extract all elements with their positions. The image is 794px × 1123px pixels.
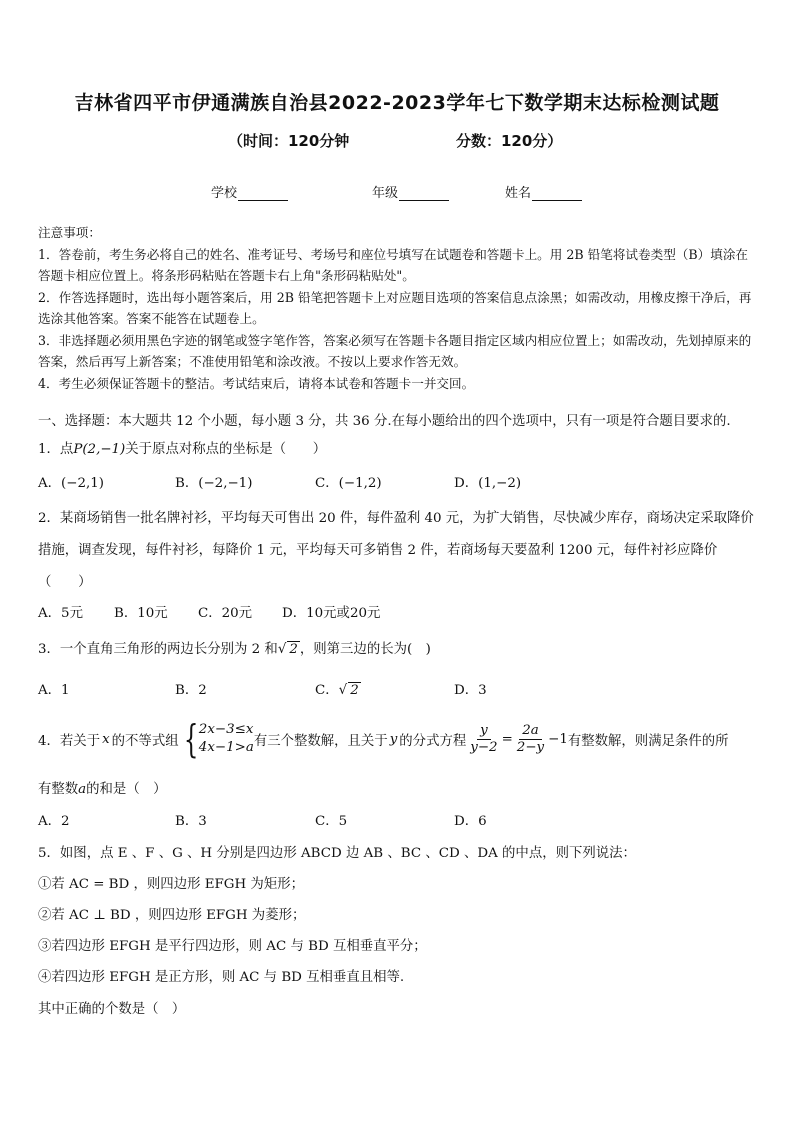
fraction-1-den: y−2 [470, 739, 498, 755]
q3-option-c-label: C． [315, 683, 339, 698]
exam-score: 分数：120分） [456, 132, 563, 150]
grade-field[interactable] [372, 182, 449, 201]
q1-option-b[interactable]: B．(−2,−1) [175, 476, 253, 491]
q4-option-a[interactable]: A．2 [38, 814, 70, 829]
q1-stem: 关于原点对称点的坐标是（ ） [125, 442, 327, 457]
note-item: 3．非选择题必须用黑色字迹的钢笔或签字笔作答，答案必须写在答题卡各题目指定区域内相应位置上；如需改动，先划掉原来的答案，然后再写上新答案；不准使用铅笔和涂改液。不按以上要求作答无效。 [38, 332, 752, 369]
question-2: 2．某商场销售一批名牌衬衫，平均每天可售出 20 件，每件盈利 40 元，为扩大销售，尽快减少库存，商场决定采取降价措施，调查发现，每件衬衫，每降价 1 元，平均每天可多销售 2 件，若商场每天要盈利 1200 元，每件衬衫应降价（ ） [38, 511, 754, 590]
grade-label: 年级 [372, 186, 399, 201]
minus-one: −1 [548, 731, 568, 747]
school-field[interactable] [211, 182, 288, 201]
fraction-1 [467, 723, 500, 756]
fraction-2-den: 2−y [516, 739, 545, 755]
exam-title: 吉林省四平市伊通满族自治县2022-2023学年七下数学期末达标检测试题 [74, 92, 720, 114]
q4-var-y: y [389, 731, 398, 747]
name-blank[interactable] [532, 187, 582, 201]
q3-option-c-radicand: 2 [350, 683, 359, 698]
q3-stem: ，则第三边的长为( ) [299, 642, 431, 657]
sqrt-symbol: √ [277, 642, 287, 657]
exam-time: （时间：120分钟 [228, 132, 350, 150]
q4-text-5: 有整数 [38, 782, 79, 797]
question-3 [38, 638, 431, 657]
q4-text-1: 的不等式组 [111, 733, 179, 749]
notes-section [38, 222, 756, 394]
q3-option-b[interactable]: B．2 [175, 683, 207, 698]
q5-statement-1: ①若 AC = BD ，则四边形 EFGH 为矩形； [38, 877, 304, 892]
name-label: 姓名 [505, 186, 532, 201]
fraction-2 [514, 723, 547, 756]
notes-heading: 注意事项： [38, 225, 101, 240]
equals-sign: = [501, 731, 513, 747]
note-item: 1．答卷前，考生务必将自己的姓名、准考证号、考场号和座位号填写在试题卷和答题卡上。用 2B 铅笔将试卷类型（B）填涂在答题卡相应位置上。将条形码粘贴在答题卡右上角"条形码粘贴处"。 [38, 246, 749, 283]
question-1 [38, 438, 326, 457]
q1-prefix: 1．点 [38, 442, 74, 457]
q3-option-c[interactable] [315, 679, 361, 698]
school-blank[interactable] [238, 187, 288, 201]
q4-text-3: 的分式方程 [399, 733, 467, 749]
name-field[interactable] [505, 182, 582, 201]
q4-line-2 [38, 778, 167, 797]
q1-option-c[interactable]: C．(−1,2) [315, 476, 382, 491]
q5-statement-4: ④若四边形 EFGH 是正方形，则 AC 与 BD 互相垂直且相等. [38, 970, 405, 985]
question-4 [38, 716, 729, 762]
q4-option-c[interactable]: C．5 [315, 814, 348, 829]
fraction-2-num: 2a [519, 723, 542, 740]
q5-ask: 其中正确的个数是（ ） [38, 1002, 186, 1017]
q4-text-4: 有整数解，则满足条件的所 [567, 733, 729, 749]
q1-option-d[interactable]: D．(1,−2) [454, 476, 522, 491]
q5-statement-3: ③若四边形 EFGH 是平行四边形，则 AC 与 BD 互相垂直平分； [38, 939, 427, 954]
note-item: 4．考生必须保证答题卡的整洁。考试结束后，请将本试卷和答题卡一并交回。 [38, 375, 475, 391]
q1-point: P(2,−1) [73, 442, 126, 457]
school-label: 学校 [211, 186, 238, 201]
q2-option-b[interactable]: B．10元 [114, 606, 168, 621]
q2-option-d[interactable]: D．10元或20元 [282, 606, 381, 621]
q1-option-a[interactable]: A．(−2,1) [38, 476, 105, 491]
section-heading: 一、选择题：本大题共 12 个小题，每小题 3 分，共 36 分.在每小题给出的四个选项中，只有一项是符合题目要求的. [38, 414, 731, 429]
question-5: 5．如图，点 E 、F 、G 、H 分别是四边形 ABCD 边 AB 、BC 、CD 、DA 的中点，则下列说法： [38, 846, 636, 861]
brace: { [183, 717, 198, 761]
q2-option-c[interactable]: C．20元 [198, 606, 253, 621]
grade-blank[interactable] [399, 187, 449, 201]
q4-option-d[interactable]: D．6 [454, 814, 487, 829]
inequality-1: 2x−3≤x [198, 722, 254, 737]
q4-option-b[interactable]: B．3 [175, 814, 207, 829]
fraction-1-num: y [477, 723, 491, 740]
q4-text-6: 的和是（ ） [86, 782, 167, 797]
sqrt-symbol: √ [338, 683, 348, 698]
q4-text-2: 有三个整数解，且关于 [253, 733, 388, 749]
q3-prefix: 3．一个直角三角形的两边长分别为 2 和 [38, 642, 278, 657]
q4-var-a: a [78, 782, 87, 797]
q4-prefix: 4．若关于 [38, 733, 101, 749]
q5-statement-2: ②若 AC ⊥ BD ，则四边形 EFGH 为菱形； [38, 908, 306, 923]
q3-option-d[interactable]: D．3 [454, 683, 487, 698]
note-item: 2．作答选择题时，选出每小题答案后，用 2B 铅笔把答题卡上对应题目选项的答案信息点涂黑；如需改动，用橡皮擦干净后，再选涂其他答案。答案不能答在试题卷上。 [38, 289, 752, 326]
q3-option-a[interactable]: A．1 [38, 683, 70, 698]
inequality-2: 4x−1>a [198, 740, 254, 755]
inequality-system [179, 717, 254, 761]
q2-option-a[interactable]: A．5元 [38, 606, 83, 621]
q4-var-x: x [102, 731, 110, 747]
q3-radicand: 2 [289, 642, 298, 657]
